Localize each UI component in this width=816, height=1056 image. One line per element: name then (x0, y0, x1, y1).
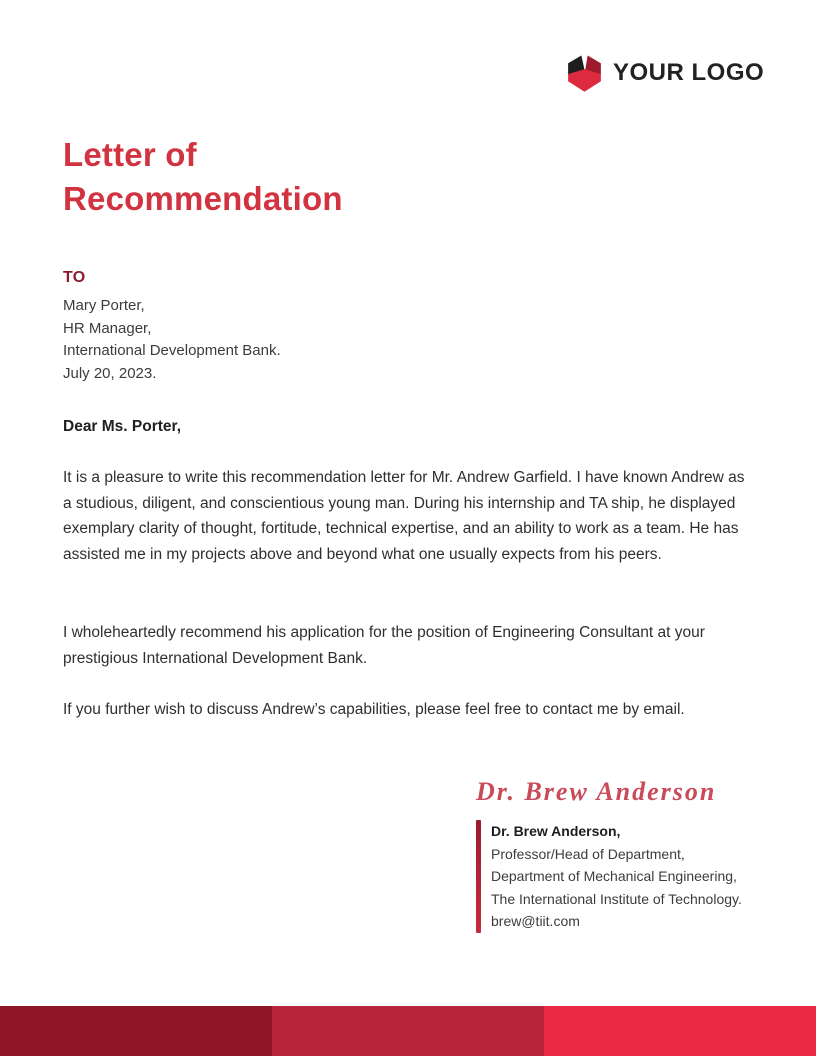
signer-role: Professor/Head of Department, (491, 845, 685, 862)
recipient-role: HR Manager, (63, 319, 152, 337)
recipient-organization: International Development Bank. (63, 342, 281, 360)
logo (565, 53, 764, 93)
footer-block-dark-red (0, 1006, 272, 1056)
signature-details (491, 820, 742, 933)
signature-block (476, 820, 742, 933)
signer-name: Dr. Brew Anderson, (491, 823, 621, 839)
body-paragraph-2: I wholeheartedly recommend his application for the position of Engineering Consultant at your prestigious International Development Bank. (63, 624, 705, 667)
signature-accent-bar (476, 820, 481, 933)
cube-logo-icon (565, 53, 604, 93)
letter-date: July 20, 2023. (63, 364, 157, 382)
footer-color-bar (0, 1006, 816, 1056)
recipient-label: TO (63, 269, 86, 286)
signer-institute: The International Institute of Technology. (491, 890, 742, 907)
recipient-name: Mary Porter, (63, 297, 145, 314)
body-paragraph-1: It is a pleasure to write this recommendation letter for Mr. Andrew Garfield. I have known Andrew as a studious, diligent, and conscientious young man. During his internship and TA ship, he displayed exemplary clarity of thought, fortitude, technical expertise, and an ability to work as a team. He has assisted me in my projects above and beyond what one usually expects from his peers. (63, 469, 745, 563)
signer-email: brew@tiit.com (491, 913, 580, 929)
handwritten-signature: Dr. Brew Anderson (476, 777, 717, 806)
recipient-block (63, 269, 281, 385)
page-title (63, 133, 343, 221)
page-title-line1: Letter of (63, 136, 197, 173)
footer-block-bright-red (544, 1006, 816, 1056)
logo-text: YOUR LOGO (613, 59, 765, 86)
footer-block-mid-red (272, 1006, 544, 1056)
signer-department: Department of Mechanical Engineering, (491, 868, 737, 884)
salutation: Dear Ms. Porter, (63, 418, 182, 435)
page-title-line2: Recommendation (63, 180, 343, 217)
body-paragraph-3: If you further wish to discuss Andrew’s capabilities, please feel free to contact me by email. (63, 701, 685, 718)
